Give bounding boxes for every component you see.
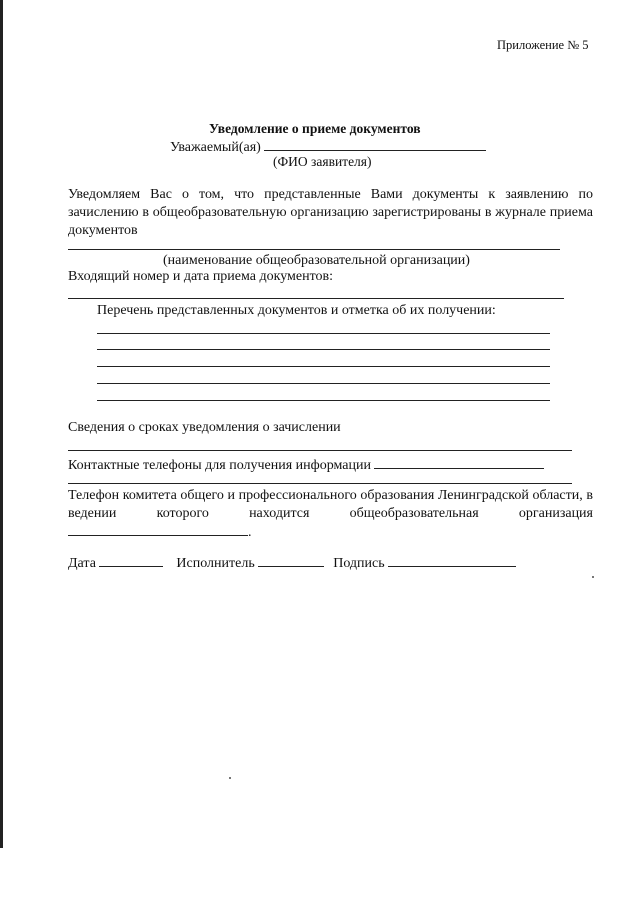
phones-extra-line[interactable] (68, 483, 572, 484)
documents-list-label: Перечень представленных документов и отметка об их получении: (97, 303, 496, 318)
date-label: Дата (68, 556, 96, 571)
committee-text: Телефон комитета общего и профессионального образования Ленинградской области, в ведении которого находится общеобразовательная организация (68, 488, 593, 521)
executor-label: Исполнитель (176, 556, 255, 571)
organization-name-field[interactable] (68, 249, 560, 250)
salutation-label: Уважаемый(ая) (170, 140, 261, 155)
executor-field[interactable] (258, 554, 324, 567)
documents-list-line[interactable] (97, 349, 550, 350)
applicant-name-field[interactable] (264, 138, 486, 151)
phones-line (68, 456, 544, 474)
signature-field[interactable] (388, 554, 516, 567)
committee-paragraph (68, 487, 593, 542)
notice-paragraph: Уведомляем Вас о том, что представленные Вами документы к заявлению по зачислению в общеобразовательную организацию зарегистрированы в журнале приема документов (68, 187, 593, 238)
deadline-label: Сведения о сроках уведомления о зачислении (68, 420, 341, 435)
scan-edge (0, 0, 3, 848)
signature-label: Подпись (333, 556, 385, 571)
documents-list-line[interactable] (97, 400, 550, 401)
scan-speck (229, 777, 231, 779)
date-field[interactable] (99, 554, 163, 567)
document-title: Уведомление о приеме документов (209, 121, 421, 136)
documents-list-line[interactable] (97, 366, 550, 367)
signature-line (68, 554, 516, 572)
documents-list-line[interactable] (97, 383, 550, 384)
phones-label: Контактные телефоны для получения информации (68, 458, 371, 473)
committee-end: . (248, 525, 252, 540)
deadline-field[interactable] (68, 450, 572, 451)
phones-field[interactable] (374, 456, 544, 469)
committee-phone-field[interactable] (68, 523, 248, 536)
incoming-number-label: Входящий номер и дата приема документов: (68, 269, 334, 284)
organization-caption: (наименование общеобразовательной организации) (163, 253, 470, 268)
incoming-number-field[interactable] (68, 298, 564, 299)
annex-label: Приложение № 5 (497, 38, 589, 52)
documents-list-line[interactable] (97, 333, 550, 334)
scan-speck (592, 576, 594, 578)
fio-caption: (ФИО заявителя) (273, 154, 372, 169)
